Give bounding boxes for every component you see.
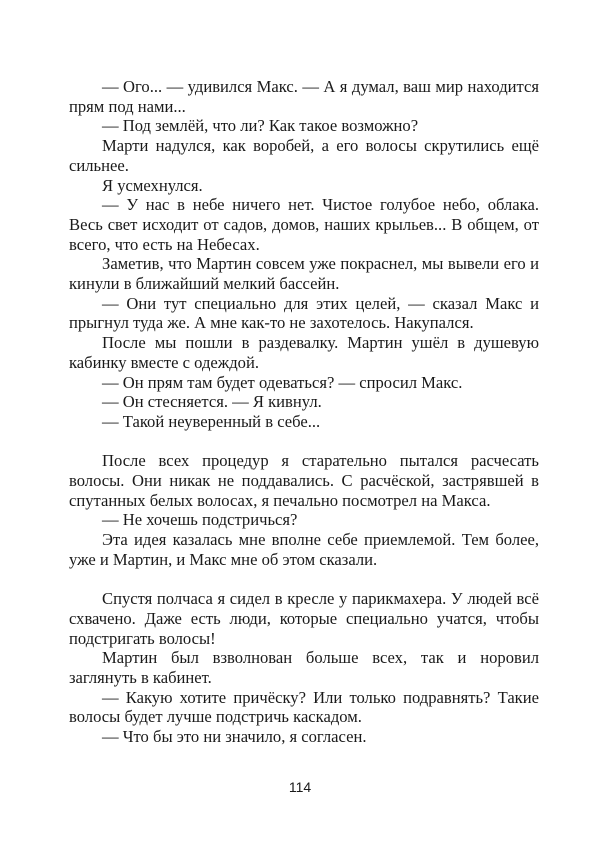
section-break xyxy=(69,570,539,590)
page-number: 114 xyxy=(288,779,312,795)
paragraph: После мы пошли в раздевалку. Мартин ушёл в душевую кабинку вместе с одеждой. xyxy=(69,333,539,372)
page-text xyxy=(69,77,539,747)
paragraph: — Что бы это ни значило, я согласен. xyxy=(102,727,367,747)
paragraph: — Под землёй, что ли? Как такое возможно? xyxy=(102,116,419,136)
paragraph: — У нас в небе ничего нет. Чистое голубое небо, облака. Весь свет исходит от садов, домов, наших крыльев... В общем, от всего, что есть на Небесах. xyxy=(69,195,539,254)
paragraph: — Они тут специально для этих целей, — сказал Макс и прыгнул туда же. А мне как-то не захотелось. Накупался. xyxy=(69,293,539,333)
paragraph: Эта идея казалась мне вполне себе приемлемой. Тем более, уже и Мартин, и Макс мне об этом сказали. xyxy=(69,530,539,569)
paragraph: — Не хочешь подстричься? xyxy=(102,510,298,530)
paragraph: — Какую хотите причёску? Или только подравнять? Такие волосы будет лучше подстричь каскадом. xyxy=(69,687,539,727)
paragraph: Я усмехнулся. xyxy=(102,175,203,195)
paragraph: Мартин был взволнован больше всех, так и норовил заглянуть в кабинет. xyxy=(69,648,539,688)
paragraph: — Он прям там будет одеваться? — спросил Макс. xyxy=(102,372,463,392)
paragraph: — Такой неуверенный в себе... xyxy=(102,411,321,431)
paragraph: — Ого... — удивился Макс. — А я думал, ваш мир находится прям под нами... xyxy=(69,77,539,116)
paragraph: После всех процедур я старательно пытался расчесать волосы. Они никак не поддавались. С расчёской, застрявшей в спутанных белых волосах, я печально посмотрел на Макса. xyxy=(69,451,539,510)
section-break xyxy=(69,432,539,452)
paragraph: Марти надулся, как воробей, а его волосы скрутились ещё сильнее. xyxy=(69,136,539,175)
paragraph: Спустя полчаса я сидел в кресле у парикмахера. У людей всё схвачено. Даже есть люди, которые специально учатся, чтобы подстригать волосы! xyxy=(69,589,539,648)
paragraph: Заметив, что Мартин совсем уже покраснел, мы вывели его и кинули в ближайший мелкий бассейн. xyxy=(69,254,539,294)
paragraph: — Он стесняется. — Я кивнул. xyxy=(102,392,322,412)
